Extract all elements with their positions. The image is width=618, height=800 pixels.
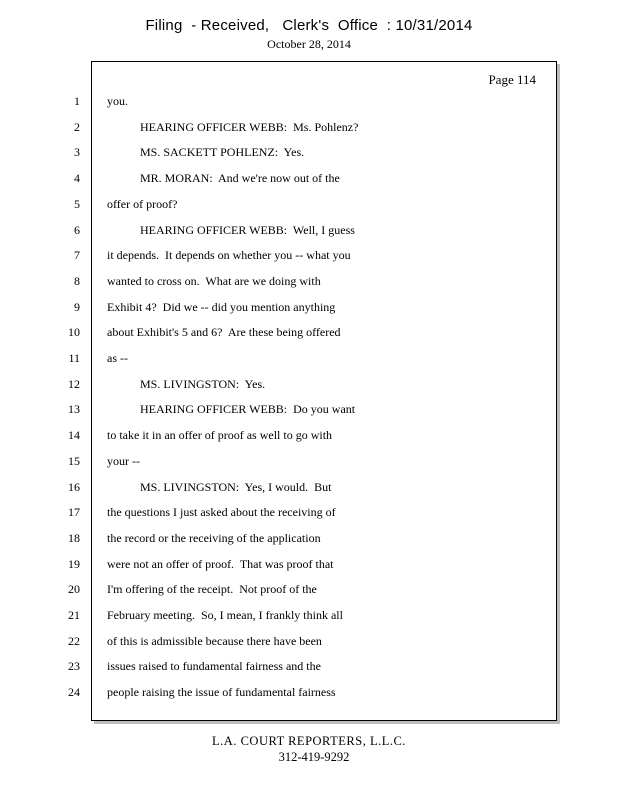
line-number: 9 (74, 300, 80, 314)
hearing-date: October 28, 2014 (267, 37, 351, 51)
line-number: 11 (68, 351, 80, 365)
transcript-line: to take it in an offer of proof as well to go with (107, 428, 333, 442)
transcript-line: of this is admissible because there have been (107, 634, 322, 648)
line-number: 6 (74, 223, 80, 237)
transcript-line: the questions I just asked about the receiving of (107, 505, 336, 519)
transcript-line: you. (107, 94, 128, 108)
transcript-line: MR. MORAN: And we're now out of the (107, 171, 340, 185)
line-number: 16 (68, 480, 80, 494)
transcript-line: the record or the receiving of the application (107, 531, 321, 545)
line-number: 19 (68, 557, 80, 571)
transcript-line: your -- (107, 454, 140, 468)
reporter-company: L.A. COURT REPORTERS, L.L.C. (212, 734, 406, 748)
filing-stamp: Filing - Received, Clerk's Office : 10/31/2014 (145, 17, 473, 34)
line-number: 21 (68, 608, 80, 622)
line-number: 2 (74, 120, 80, 134)
transcript-line: MS. LIVINGSTON: Yes. (107, 377, 266, 391)
transcript-line: wanted to cross on. What are we doing with (107, 274, 321, 288)
line-number: 15 (68, 454, 80, 468)
transcript-line: MS. SACKETT POHLENZ: Yes. (107, 145, 305, 159)
transcript-line: about Exhibit's 5 and 6? Are these being offered (107, 325, 341, 339)
line-number: 10 (68, 325, 80, 339)
line-number: 18 (68, 531, 80, 545)
line-number: 13 (68, 402, 80, 416)
transcript-line: February meeting. So, I mean, I frankly think all (107, 608, 343, 622)
line-number: 20 (68, 582, 80, 596)
line-number: 4 (74, 171, 80, 185)
line-number: 1 (74, 94, 80, 108)
transcript-line: it depends. It depends on whether you -- what you (107, 248, 351, 262)
line-number: 14 (68, 428, 80, 442)
line-number: 12 (68, 377, 80, 391)
line-number: 17 (68, 505, 80, 519)
transcript-line: were not an offer of proof. That was proof that (107, 557, 334, 571)
line-number: 23 (68, 659, 80, 673)
line-number: 8 (74, 274, 80, 288)
transcript-line: MS. LIVINGSTON: Yes, I would. But (107, 480, 332, 494)
transcript-line: I'm offering of the receipt. Not proof of the (107, 582, 317, 596)
transcript-line: people raising the issue of fundamental fairness (107, 685, 336, 699)
transcript-line: Exhibit 4? Did we -- did you mention anything (107, 300, 336, 314)
line-number: 24 (68, 685, 80, 699)
page-number: Page 114 (488, 72, 536, 87)
line-number: 7 (74, 248, 80, 262)
line-number: 5 (74, 197, 80, 211)
reporter-phone: 312-419-9292 (278, 750, 350, 764)
line-number: 22 (68, 634, 80, 648)
transcript-line: HEARING OFFICER WEBB: Well, I guess (107, 223, 355, 237)
transcript-line: issues raised to fundamental fairness and the (107, 659, 321, 673)
transcript-line: offer of proof? (107, 197, 178, 211)
transcript-line: HEARING OFFICER WEBB: Ms. Pohlenz? (107, 120, 359, 134)
transcript-line: as -- (107, 351, 128, 365)
transcript-line: HEARING OFFICER WEBB: Do you want (107, 402, 356, 416)
line-number: 3 (74, 145, 80, 159)
